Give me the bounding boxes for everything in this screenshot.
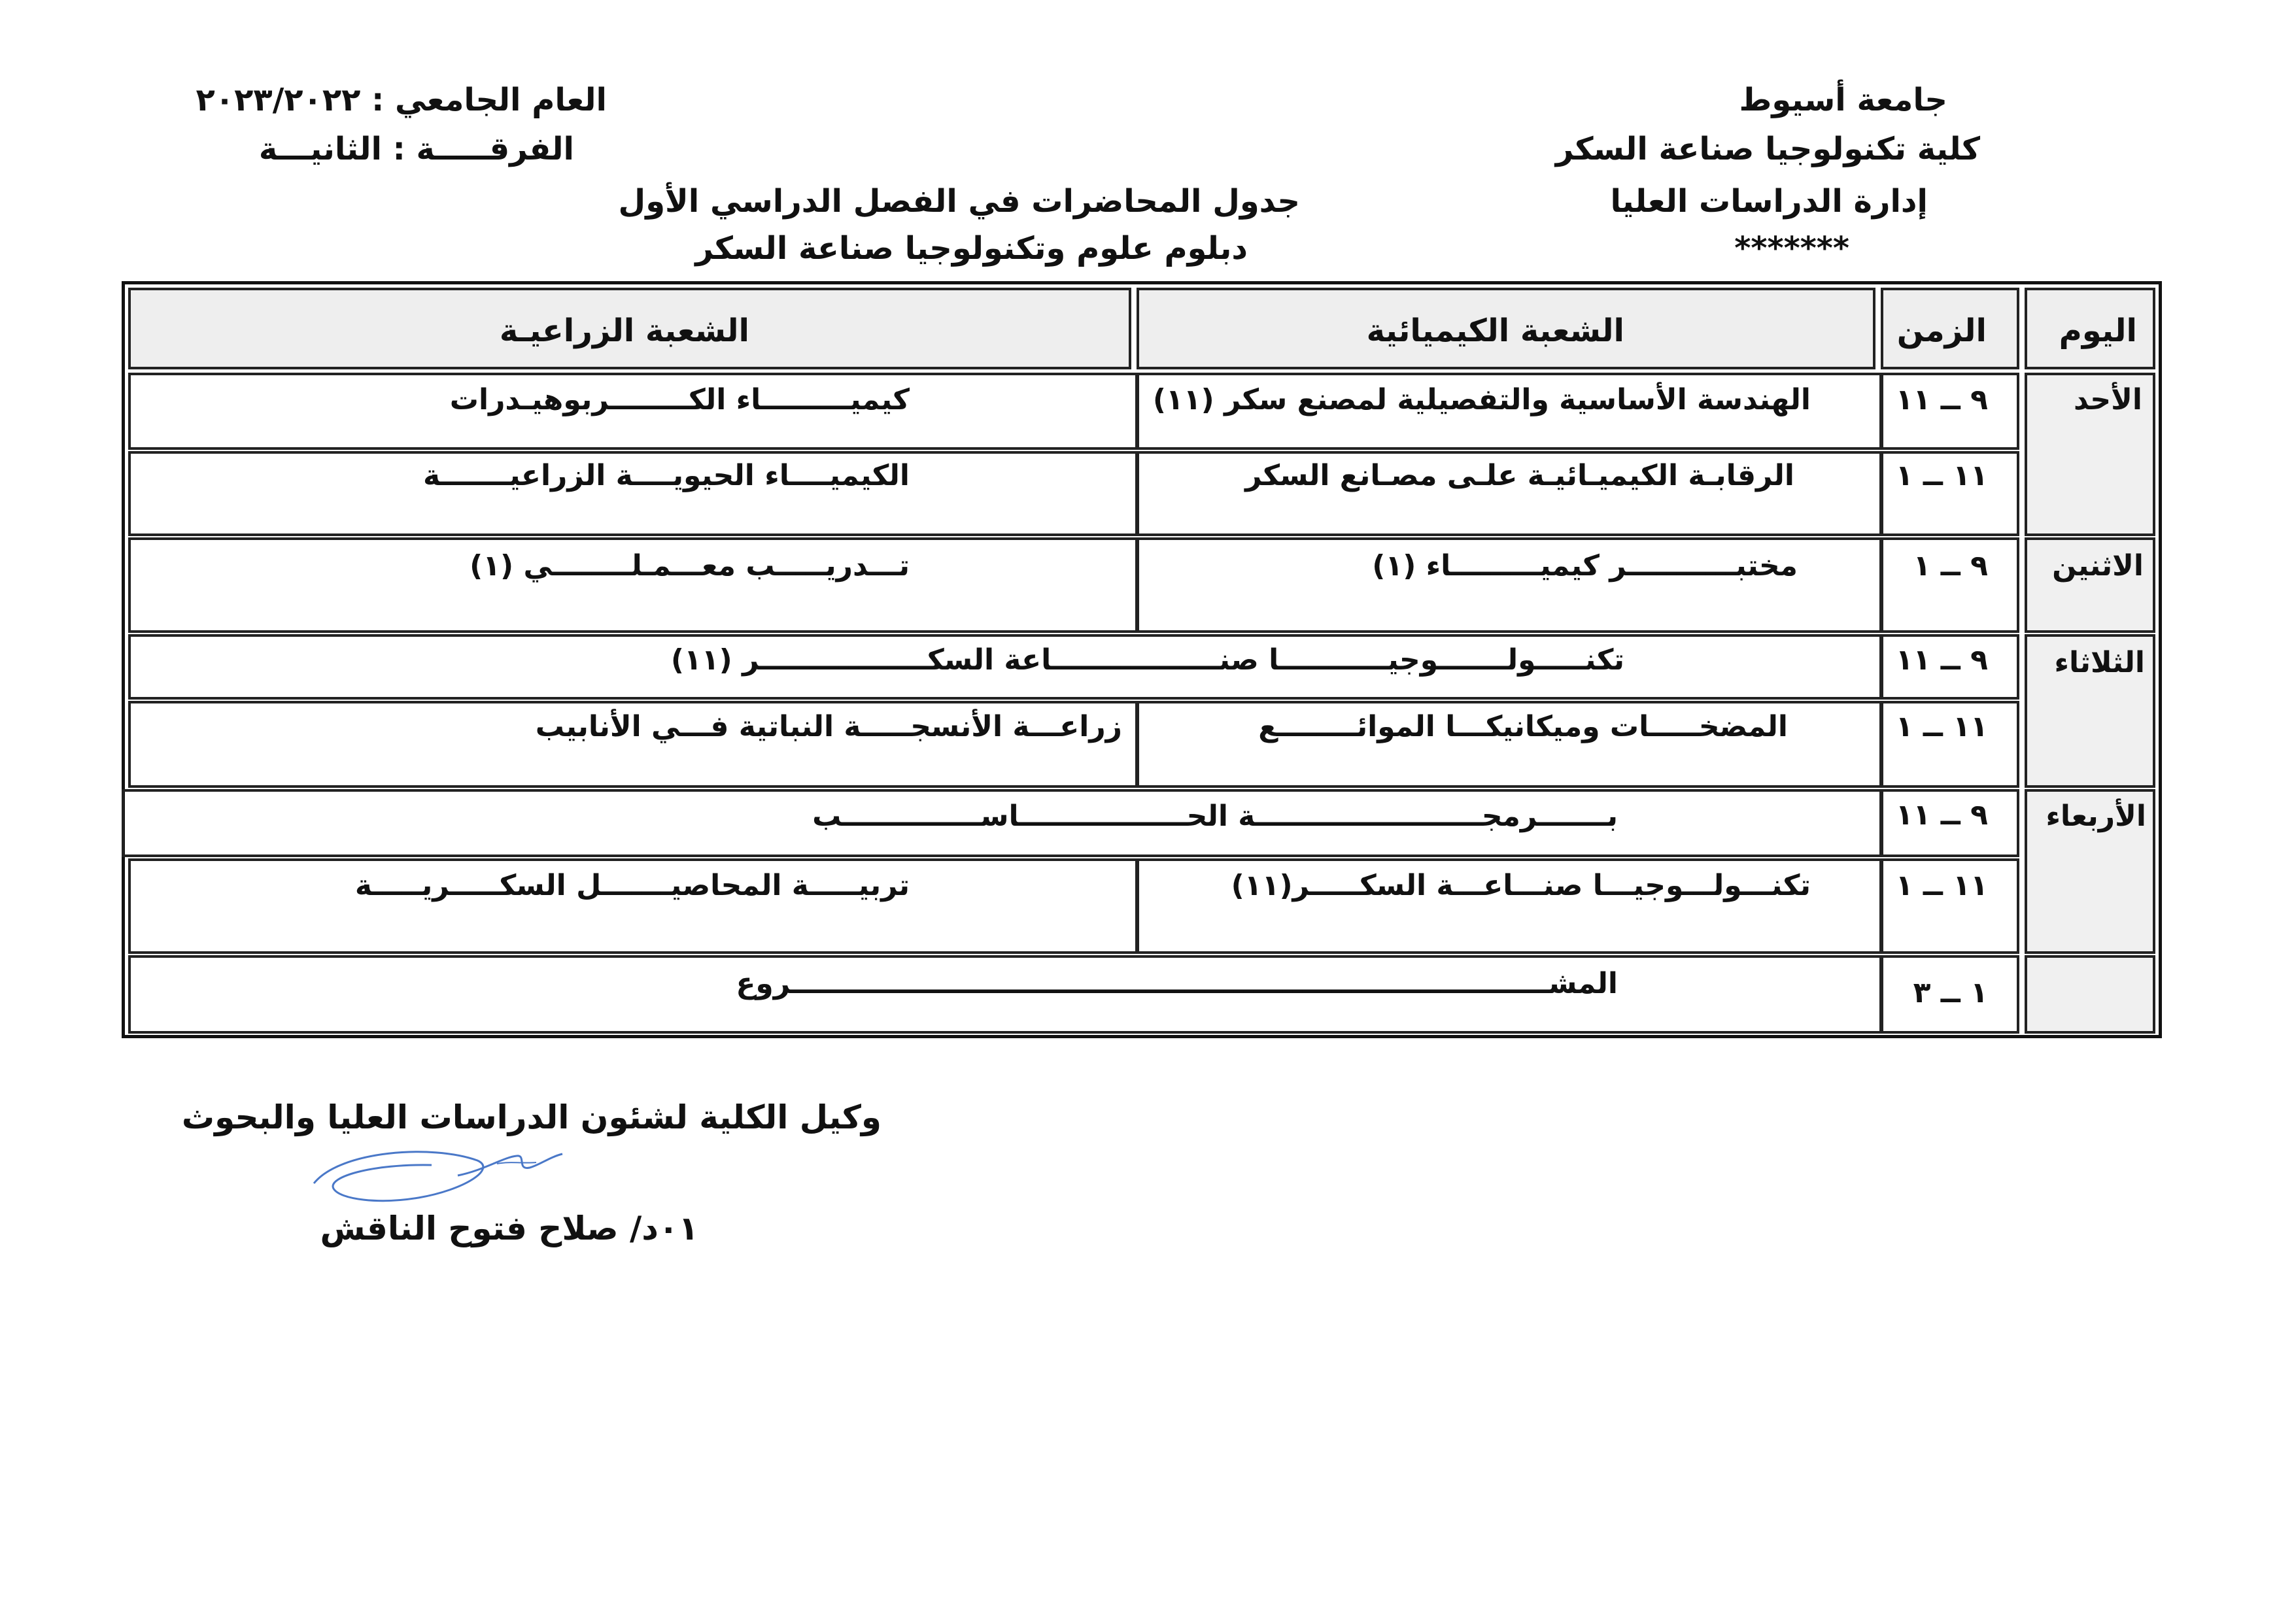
dean-name: ٠١د/ صلاح فتوح الناقش [320,1210,698,1247]
chemical-cell: الرقابـة الكيميـائيـة علـى مصـانع السكر [1137,451,1882,536]
time-cell: ٩ ــ ١١ [1881,373,2019,450]
university-name: جامعة أسيوط [1739,82,1947,118]
day-wednesday: الأربعاء [2025,789,2155,954]
academic-year: العام الجامعي : ٢٠٢٣/٢٠٢٢ [196,82,607,118]
faculty-name: كلية تكنولوجيا صناعة السكر [1555,131,1980,167]
header-time: الزمن [1881,288,2019,369]
day-empty [2025,955,2155,1034]
header-agricultural: الشعبة الزراعيـة [128,288,1131,369]
agricultural-cell: زراعـــة الأنسجـــــة النباتية فـــي الأنابيب [128,701,1138,788]
header-day: اليوم [2025,288,2155,369]
chemical-cell: المضخـــــات وميكانيكـــا الموائــــــــع [1137,701,1882,788]
merged-cell: بـــــــرمجـــــــــــــــــــــــة الحـــــــــــــــــاســــــــــــــب [122,789,1882,857]
agricultural-cell: كيميـــــــــاء الكــــــــربوهيـدرات [128,373,1138,450]
merged-cell: المشـــــــــــــــــــــــــــــــــــــــــــــــــــــــــــــــــــــــــــــروع [128,955,1882,1034]
day-tuesday: الثلاثاء [2025,634,2155,788]
agricultural-cell: تـــدريـــــب معـــمـلــــــــي (١) [128,537,1138,633]
stars-decoration: ******* [1734,230,1849,267]
time-cell: ٩ ــ ١ [1881,537,2019,633]
agricultural-cell: تربيـــــة المحاصيـــــــل السكـــــريـــــة [128,858,1138,954]
time-cell: ١١ ــ ١ [1881,701,2019,788]
day-sunday: الأحد [2025,373,2155,536]
day-monday: الاثنين [2025,537,2155,633]
chemical-cell: الهندسة الأساسية والتفصيلية لمصنع سكر (١١) [1137,373,1882,450]
signature-icon [301,1125,615,1216]
dean-role: وكيل الكلية لشئون الدراسات العليا والبحوث [181,1098,882,1136]
header-chemical: الشعبة الكيميائية [1137,288,1875,369]
chemical-cell: مختبـــــــــــر كيميـــــــــاء (١) [1137,537,1882,633]
time-cell: ٩ ــ ١١ [1881,789,2019,857]
department-name: إدارة الدراسات العليا [1610,183,1928,220]
time-cell: ١ ــ ٣ [1881,955,2019,1034]
schedule-title: جدول المحاضرات في الفصل الدراسي الأول [618,183,1300,220]
diploma-title: دبلوم علوم وتكنولوجيا صناعة السكر [695,230,1248,267]
time-cell: ١١ ــ ١ [1881,858,2019,954]
agricultural-cell: الكيميــــاء الحيويــــة الزراعيـــــــة [128,451,1138,536]
time-cell: ١١ ــ ١ [1881,451,2019,536]
chemical-cell: تكنـــولـــوجيـــا صنـــاعـــة السكـــــر(١١) [1137,858,1882,954]
level: الفرقـــــة : الثانيـــة [258,131,574,167]
merged-cell: تكنـــــولـــــــوجيـــــــــــا صنـــــــــــــــــاعة السكـــــــــــــــــر (١١) [128,634,1882,700]
time-cell: ٩ ــ ١١ [1881,634,2019,700]
